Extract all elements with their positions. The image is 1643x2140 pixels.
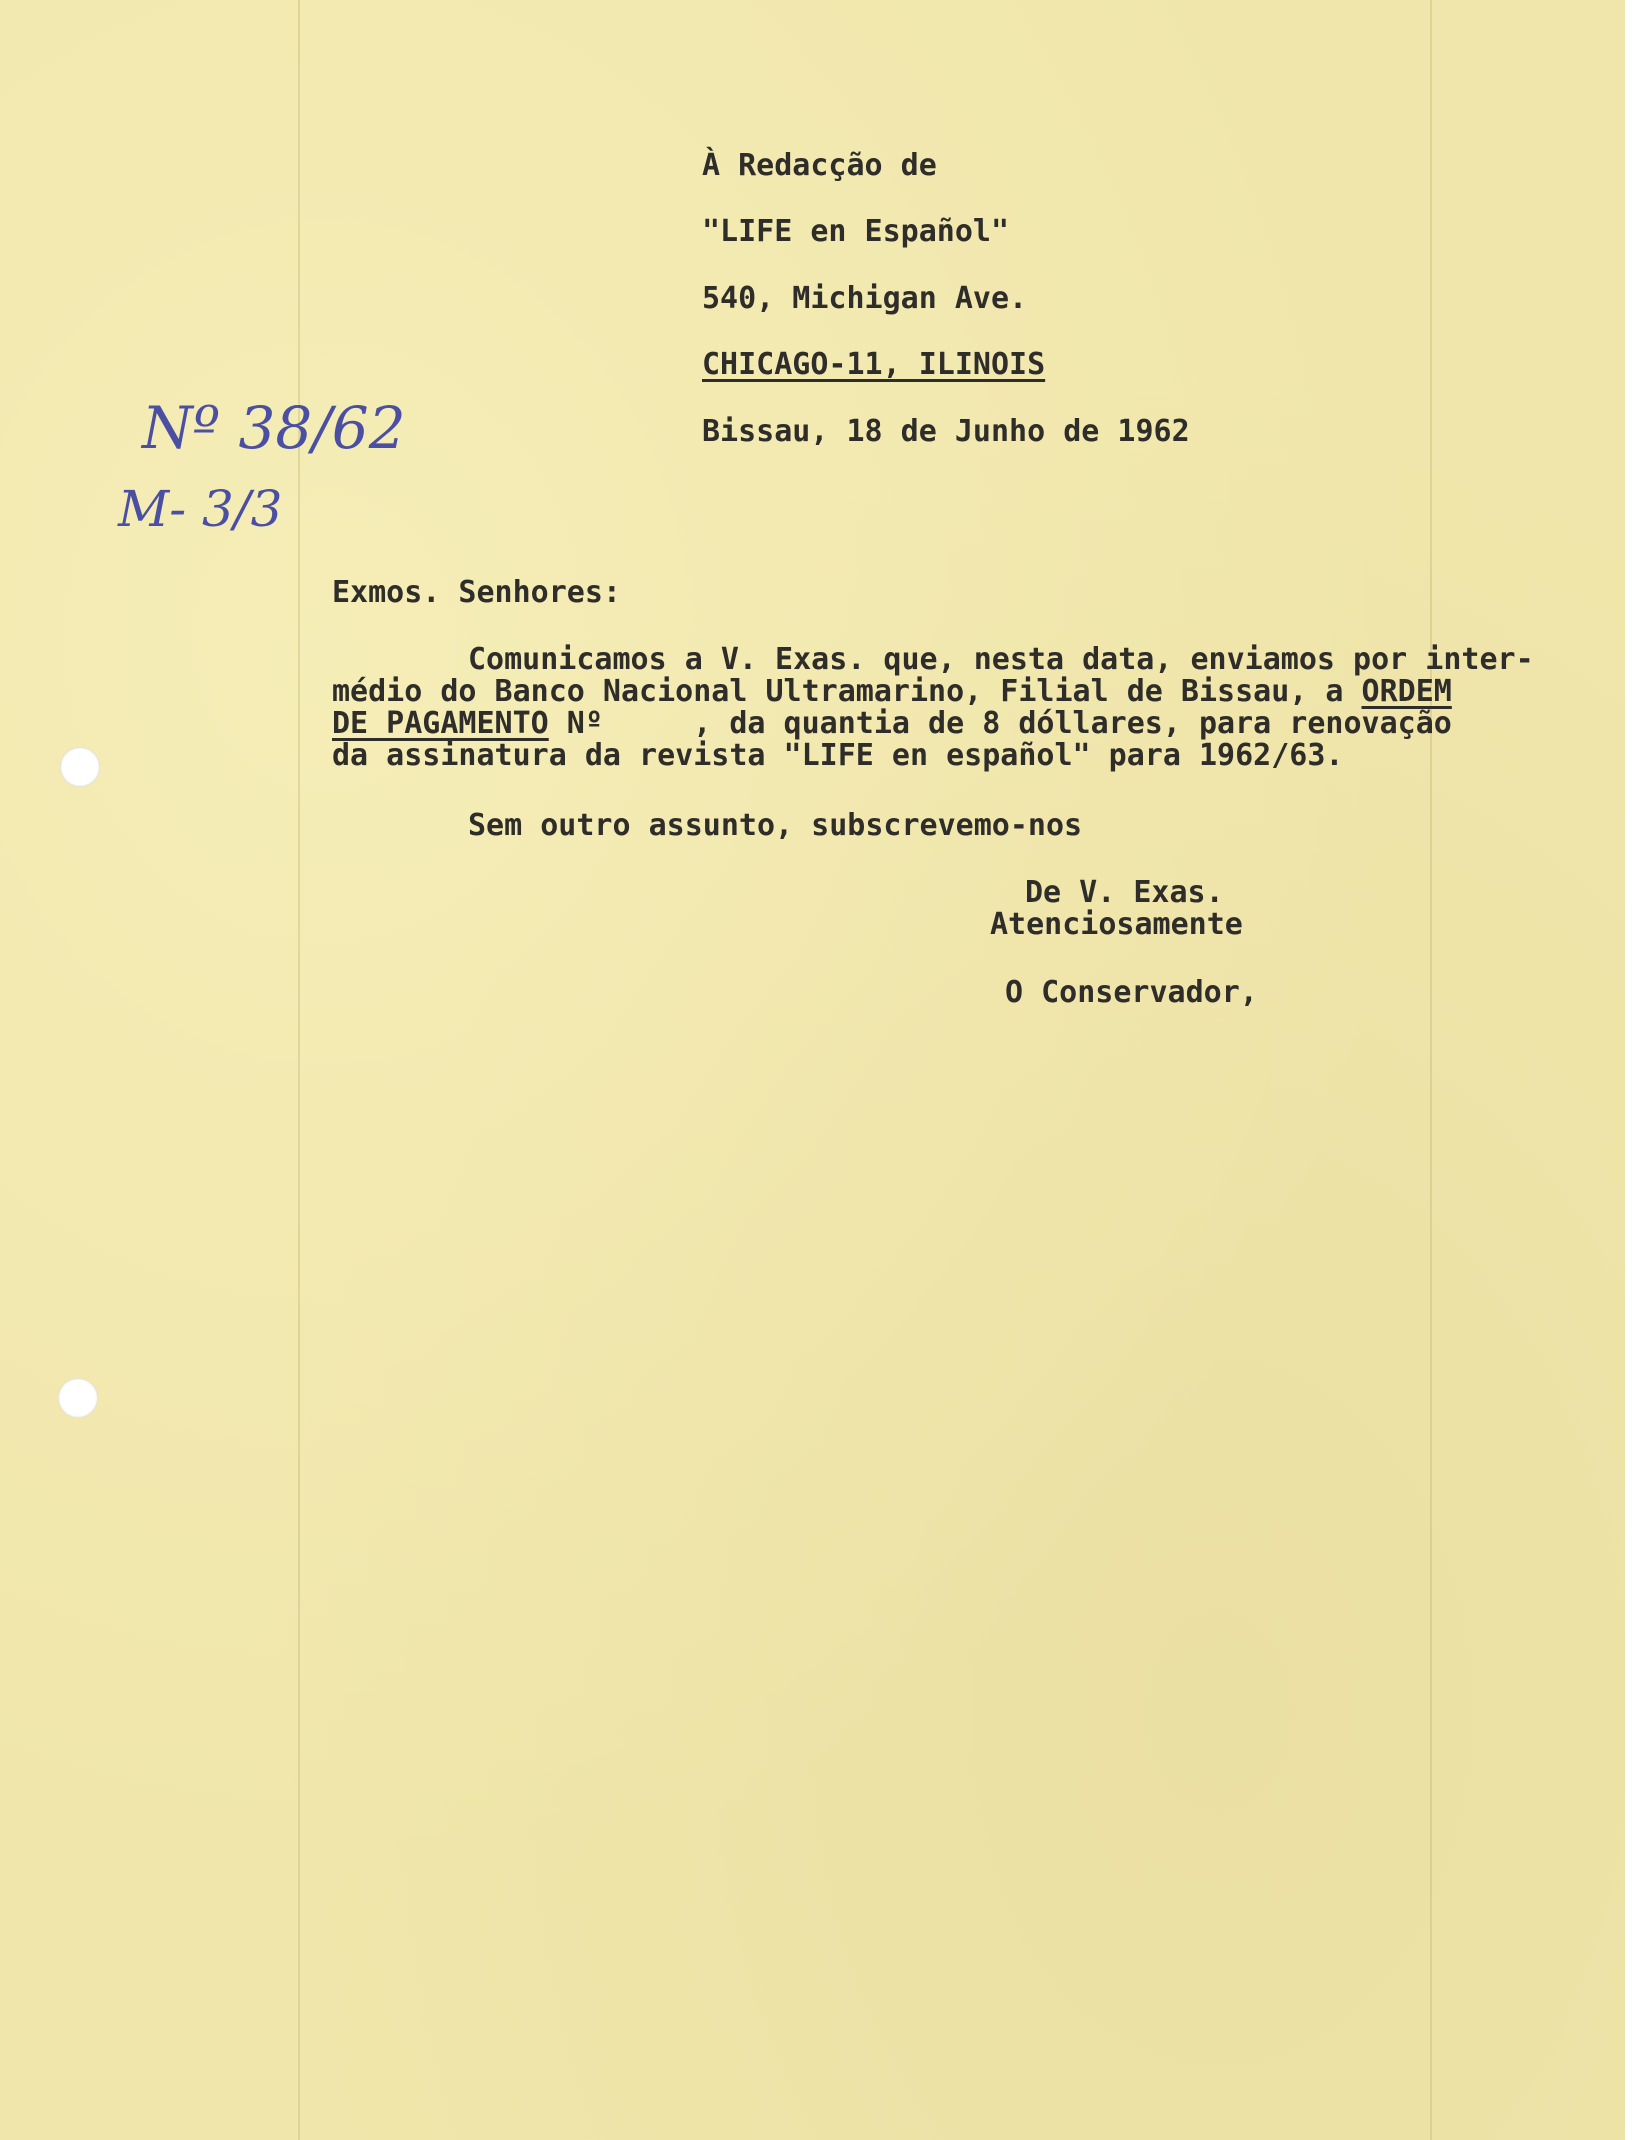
signoff-line: De V. Exas. xyxy=(1025,875,1224,910)
handwritten-reference-code: M- 3/3 xyxy=(118,480,283,538)
payment-order-label: DE PAGAMENTO xyxy=(332,706,549,741)
address-line-magazine: "LIFE en Español" xyxy=(702,214,1010,249)
payment-order-label: ORDEM xyxy=(1361,674,1452,709)
body-line: da assinatura da revista "LIFE en español" para 1962/63. xyxy=(332,738,1344,773)
letter-date: Bissau, 18 de Junho de 1962 xyxy=(702,414,1190,449)
punch-hole xyxy=(58,1378,98,1418)
address-line-recipient: À Redacção de xyxy=(702,148,937,183)
signoff-line: Atenciosamente xyxy=(990,907,1243,942)
scan-margin xyxy=(1625,0,1643,2140)
body-line: médio do Banco Nacional Ultramarino, Filial de Bissau, a ORDEM xyxy=(332,674,1452,709)
paper-fold-line xyxy=(1430,0,1432,2140)
salutation: Exmos. Senhores: xyxy=(332,575,621,610)
address-line-street: 540, Michigan Ave. xyxy=(702,281,1028,316)
closing-line: Sem outro assunto, subscrevemo-nos xyxy=(468,808,1083,843)
body-line: Comunicamos a V. Exas. que, nesta data, enviamos por inter- xyxy=(468,642,1534,677)
paper-fold-line xyxy=(298,0,300,2140)
handwritten-reference-number: Nº 38/62 xyxy=(142,394,406,462)
signoff-title: O Conservador, xyxy=(1005,975,1258,1010)
address-line-city: CHICAGO-11, ILINOIS xyxy=(702,347,1046,382)
punch-hole xyxy=(60,747,100,787)
body-line: DE PAGAMENTO Nº , da quantia de 8 dóllares, para renovação xyxy=(332,706,1452,741)
